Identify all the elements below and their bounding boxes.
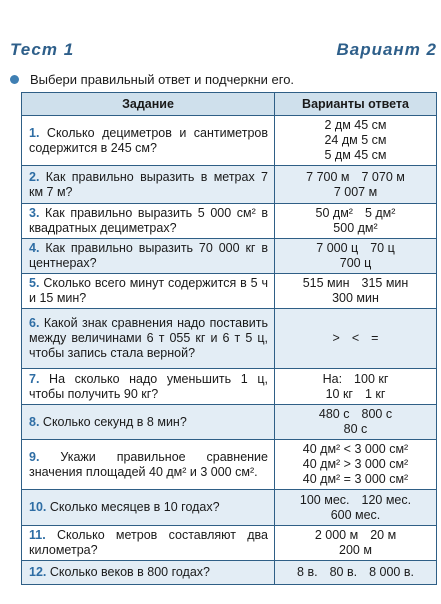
task-cell: [22, 309, 275, 369]
answer-option[interactable]: 120 мес.: [361, 492, 412, 507]
table-row: [22, 526, 437, 561]
answer-line: [279, 241, 432, 256]
answer-line: [279, 133, 432, 148]
answer-options-cell: [275, 440, 437, 490]
answer-option[interactable]: 100 мес.: [299, 492, 350, 507]
answer-option[interactable]: 1 кг: [364, 386, 386, 401]
answer-line: [279, 291, 432, 306]
answer-option[interactable]: 315 мин: [361, 276, 409, 290]
answer-line: [279, 422, 432, 437]
answer-option[interactable]: 5 дм²: [364, 206, 396, 220]
answer-line: [279, 331, 432, 346]
answer-option[interactable]: 70 ц: [370, 241, 395, 255]
table-row: [22, 204, 437, 239]
task-number: 11.: [29, 528, 46, 542]
answer-options-cell: [275, 369, 437, 405]
table-row: [22, 561, 437, 585]
answer-line: [279, 457, 432, 472]
answer-option[interactable]: 20 м: [370, 528, 397, 542]
quiz-rows: [22, 116, 437, 585]
answer-option[interactable]: 2 дм 45 см: [324, 118, 387, 132]
answer-line: [279, 170, 432, 185]
variant-title: Вариант 2: [336, 40, 437, 59]
answer-line: [279, 276, 432, 291]
answer-line: [279, 543, 432, 558]
table-row: [22, 166, 437, 204]
answer-line: [279, 256, 432, 271]
answer-options-cell: [275, 116, 437, 166]
table-row: [22, 239, 437, 274]
answer-option[interactable]: =: [371, 331, 379, 345]
answer-options-cell: [275, 309, 437, 369]
answer-option[interactable]: 100 кг: [354, 371, 389, 386]
answer-option[interactable]: 40 дм² < 3 000 см²: [302, 442, 409, 456]
answer-option[interactable]: 80 с: [343, 422, 368, 436]
answer-option[interactable]: 40 дм² > 3 000 см²: [302, 457, 409, 471]
answer-option[interactable]: 200 м: [339, 543, 372, 557]
answer-line: [279, 442, 432, 457]
task-question: Сколько секунд в 8 мин?: [42, 414, 187, 429]
task-number: 5.: [29, 276, 40, 290]
answer-options-cell: [275, 405, 437, 440]
task-cell: [22, 440, 275, 490]
answer-option[interactable]: 7 700 м: [306, 169, 350, 184]
task-question: Как правильно выразить 70 000 кг в центнерах?: [29, 241, 268, 270]
task-cell: [22, 526, 275, 561]
answer-options-cell: [275, 239, 437, 274]
answer-option[interactable]: 40 дм² = 3 000 см²: [302, 472, 409, 486]
answer-option[interactable]: 480 с: [318, 407, 350, 421]
table-row: [22, 116, 437, 166]
task-cell: [22, 369, 275, 405]
answer-line: [279, 372, 432, 387]
task-question: Укажи правильное сравнение значения площадей 40 дм² и 3 000 см².: [29, 449, 268, 479]
answer-option[interactable]: 2 000 м: [314, 528, 359, 542]
answer-line: [279, 221, 432, 236]
table-row: [22, 369, 437, 405]
task-cell: [22, 116, 275, 166]
answer-line: [279, 508, 432, 523]
answer-option[interactable]: 600 мес.: [330, 507, 381, 522]
task-question: Как правильно выразить в метрах 7 км 7 м?: [29, 169, 268, 199]
task-number: 9.: [29, 449, 40, 464]
task-question: Сколько месяцев в 10 годах?: [49, 500, 220, 514]
answer-option[interactable]: <: [351, 331, 360, 345]
answer-option[interactable]: 10 кг: [325, 386, 353, 401]
table-row: [22, 405, 437, 440]
table-row: [22, 440, 437, 490]
task-number: 8.: [29, 414, 40, 429]
answer-option[interactable]: 700 ц: [339, 256, 372, 270]
answer-line: [279, 387, 432, 402]
task-question: Сколько всего минут содержится в 5 ч и 15 мин?: [29, 276, 268, 305]
answer-options-cell: [275, 204, 437, 239]
answer-option[interactable]: 7 007 м: [333, 184, 378, 199]
answer-option[interactable]: 7 070 м: [361, 169, 405, 184]
answer-line: [279, 493, 432, 508]
answer-line: [279, 472, 432, 487]
table-row: [22, 309, 437, 369]
task-cell: [22, 405, 275, 440]
task-cell: [22, 274, 275, 309]
instruction: [10, 72, 294, 87]
answer-line: [279, 206, 432, 221]
answer-option[interactable]: 800 с: [361, 407, 393, 421]
task-number: 2.: [29, 169, 40, 184]
answer-options-cell: [275, 526, 437, 561]
answer-option[interactable]: 80 в.: [329, 565, 358, 579]
task-number: 10.: [29, 500, 47, 514]
col-header-options: Варианты ответа: [275, 93, 437, 116]
answer-option[interactable]: 7 000 ц: [316, 241, 359, 255]
answer-option[interactable]: 5 дм 45 см: [324, 148, 387, 162]
col-header-task: Задание: [22, 93, 275, 116]
answer-options-cell: [275, 166, 437, 204]
answer-option[interactable]: >: [332, 331, 340, 345]
page-header: [0, 40, 441, 70]
task-question: Какой знак сравнения надо поставить между величинами 6 т 055 кг и 6 т 5 ц, чтобы запись стала верной?: [29, 316, 268, 360]
answer-line: [279, 407, 432, 422]
task-number: 6.: [29, 316, 40, 330]
instruction-text: Выбери правильный ответ и подчеркни его.: [30, 72, 295, 87]
answer-option[interactable]: 8 000 в.: [369, 565, 414, 579]
task-number: 4.: [29, 241, 40, 255]
task-number: 12.: [29, 565, 47, 579]
answer-line: [279, 528, 432, 543]
table-row: [22, 274, 437, 309]
test-title: Тест 1: [10, 40, 75, 59]
quiz-table: [21, 92, 437, 585]
answer-options-cell: [275, 490, 437, 526]
answer-options-cell: [275, 274, 437, 309]
task-number: 1.: [29, 125, 40, 140]
table-row: [22, 490, 437, 526]
answer-option[interactable]: 50 дм²: [315, 206, 353, 220]
answer-line: [279, 185, 432, 200]
answer-options-cell: [275, 561, 437, 585]
task-cell: [22, 561, 275, 585]
answer-option[interactable]: 500 дм²: [333, 221, 378, 235]
task-cell: [22, 204, 275, 239]
task-question: Сколько веков в 800 годах?: [49, 565, 211, 579]
answer-option[interactable]: 300 мин: [332, 291, 379, 305]
task-cell: [22, 166, 275, 204]
task-number: 7.: [29, 371, 40, 386]
bullet-icon: [10, 75, 19, 84]
task-number: 3.: [29, 206, 40, 220]
answer-line: [279, 565, 432, 580]
task-cell: [22, 490, 275, 526]
task-question: Сколько метров составляют два километра?: [29, 528, 268, 557]
answer-line: [279, 148, 432, 163]
answer-option[interactable]: 8 в.: [297, 565, 318, 579]
task-question: На сколько надо уменьшить 1 ц, чтобы получить 90 кг?: [29, 371, 268, 401]
answer-option[interactable]: На:: [322, 371, 343, 386]
task-question: Сколько дециметров и сантиметров содержится в 245 см?: [29, 125, 268, 155]
task-cell: [22, 239, 275, 274]
answer-option[interactable]: 515 мин: [302, 276, 350, 290]
answer-option[interactable]: 24 дм 5 см: [324, 133, 387, 147]
answer-line: [279, 118, 432, 133]
task-question: Как правильно выразить 5 000 см² в квадратных дециметрах?: [29, 206, 268, 235]
